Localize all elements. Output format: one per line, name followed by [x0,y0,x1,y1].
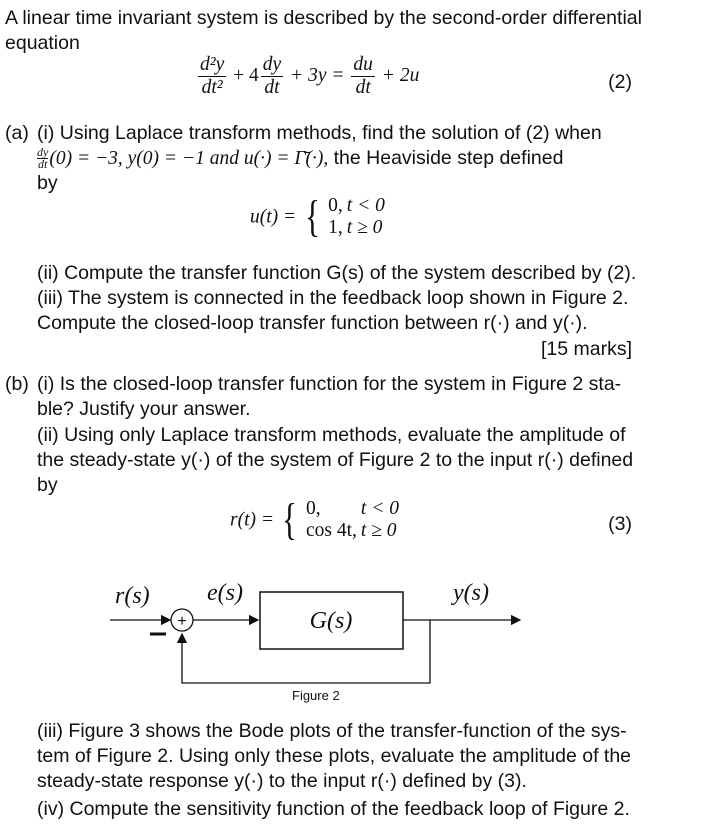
feedback-path [182,620,430,683]
part-b-ii-line-1: (ii) Using only Laplace transform methods, evaluate the amplitude of [37,424,626,446]
input-label: r(s) [115,583,150,609]
part-a-iii-line-1: (iii) The system is connected in the feedback loop shown in Figure 2. [37,287,629,309]
part-b-label: (b) [5,373,29,395]
left-brace: { [304,192,320,241]
dy-dt-small-fraction: $\frac{dy}{dt}$ [37,145,49,172]
part-a-marks: [15 marks] [540,338,632,360]
u-piecewise: u(t) = { 0, t < 0 1, t ≥ 0 [250,195,389,239]
left-brace: { [282,495,298,544]
r-cases: 0, t < 0 cos 4t, t ≥ 0 [306,498,399,541]
part-b-ii-line-3: by [37,474,58,496]
part-a-iii-line-2: Compute the closed-loop transfer function between r(·) and y(·). [37,312,588,334]
figure-2-caption: Figure 2 [292,688,340,703]
error-label: e(s) [207,580,243,606]
part-a-i-line-2: $\frac{dy}{dt}$ (0) = −3, y(0) = −1 and u(·) = Γ̄(·), the Heaviside step defined [37,145,564,172]
part-b-iv-line: (iv) Compute the sensitivity function of the feedback loop of Figure 2. [37,798,630,820]
figure-2-block-diagram [0,570,711,720]
r-piecewise: r(t) = { 0, t < 0 cos 4t, t ≥ 0 [230,498,403,542]
equation-2-number: (2) [608,71,632,93]
u-cases: 0, t < 0 1, t ≥ 0 [328,195,385,238]
d2y-dt2-fraction: $\frac{\text{d²y}}{\text{dt²}}$ [200,54,225,98]
equation-2: $\frac{\text{d²y}}{\text{dt²}}$ + 4 $\frac{dy}{dt}$ + 3y = $\frac{du}{dt}$ + 2u [200,54,420,98]
output-label: y(s) [453,580,489,606]
part-a-i-line-1: (i) Using Laplace transform methods, find the solution of (2) when [37,122,602,144]
part-b-ii-line-2: the steady-state y(·) of the system of Figure 2 to the input r(·) defined [37,449,634,471]
part-b-iii-line-3: steady-state response y(·) to the input r(·) defined by (3). [37,770,527,792]
part-b-i-line-2: ble? Justify your answer. [37,398,251,420]
block-label: G(s) [309,608,353,634]
part-b-iii-line-2: tem of Figure 2. Using only these plots, evaluate the amplitude of the [37,745,632,767]
part-a-label: (a) [5,122,29,144]
part-a-ii-line: (ii) Compute the transfer function G(s) of the system described by (2). [37,262,637,284]
part-a-i-line-3: by [37,172,58,194]
du-dt-fraction: $\frac{du}{dt}$ [353,54,373,98]
sum-plus-sign: + [177,613,187,630]
intro-line-1: A linear time invariant system is described by the second-order differential [5,7,642,29]
part-b-iii-line-1: (iii) Figure 3 shows the Bode plots of the transfer-function of the sys- [37,720,627,742]
part-b-i-line-1: (i) Is the closed-loop transfer function for the system in Figure 2 sta- [37,373,622,395]
intro-line-2: equation [5,32,80,54]
dy-dt-fraction: $\frac{dy}{dt}$ [262,54,282,98]
equation-3-number: (3) [608,513,632,535]
